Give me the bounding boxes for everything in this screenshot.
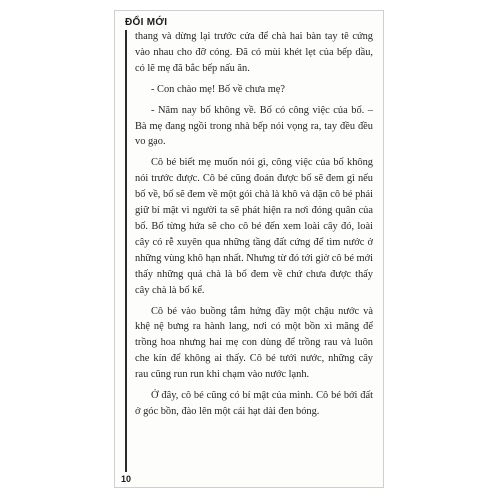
paragraph: thang và dừng lại trước cửa để chà hai bàn tay tê cứng vào nhau cho đỡ cóng. Đã có mùi khét lẹt của bếp dầu, có lẽ mẹ đã bắc bếp nấu ăn. <box>135 31 373 74</box>
paragraph: - Năm nay bố không về. Bố có công việc của bố. – Bà mẹ đang ngồi trong nhà bếp nói vọng ra, tay đều đều vo gạo. <box>135 104 373 148</box>
paragraph: Cô bé vào buồng tắm hứng đầy một chậu nước và khệ nệ bưng ra hành lang, nơi có một bồn xi măng để trồng hoa nhưng hai mẹ con dùng để trồng rau và luôn che kín để không ai thấy. Cô bé tưới nước, những cây rau cũng run run khi chạm vào nước lạnh. <box>135 305 373 381</box>
paragraph: Cô bé biết mẹ muốn nói gì, công việc của bố không nói trước được. Cô bé cũng đoán được bố sẽ đem gì nếu bố về, bố sẽ đem về một gói chà là khô và dặn cô bé phải giữ bí mật vì người ta sẽ phát hiện ra nơi đóng quân của bố. Bố từng hứa sẽ cho cô bé đến xem loài cây đó, loài cây có rễ xuyên qua những tầng đất cứng để tìm nước ở những vùng khô hạn nhất. Nhưng từ đó tới giờ cô bé mới thấy những quả chà là bố đem về chứ chưa được thấy cây chà là bố kể. <box>135 157 373 296</box>
running-header: ĐỔI MỚI <box>125 17 168 28</box>
margin-rule <box>125 30 127 472</box>
paragraph: Ở đây, cô bé cũng có bí mật của mình. Cô bé bới đất ở góc bồn, đào lên một cái hạt dài đen bóng. <box>135 390 373 417</box>
page-body <box>135 29 373 425</box>
book-page <box>114 10 384 488</box>
paragraph: - Con chào mẹ! Bố về chưa mẹ? <box>151 83 286 95</box>
page-number: 10 <box>121 474 132 484</box>
